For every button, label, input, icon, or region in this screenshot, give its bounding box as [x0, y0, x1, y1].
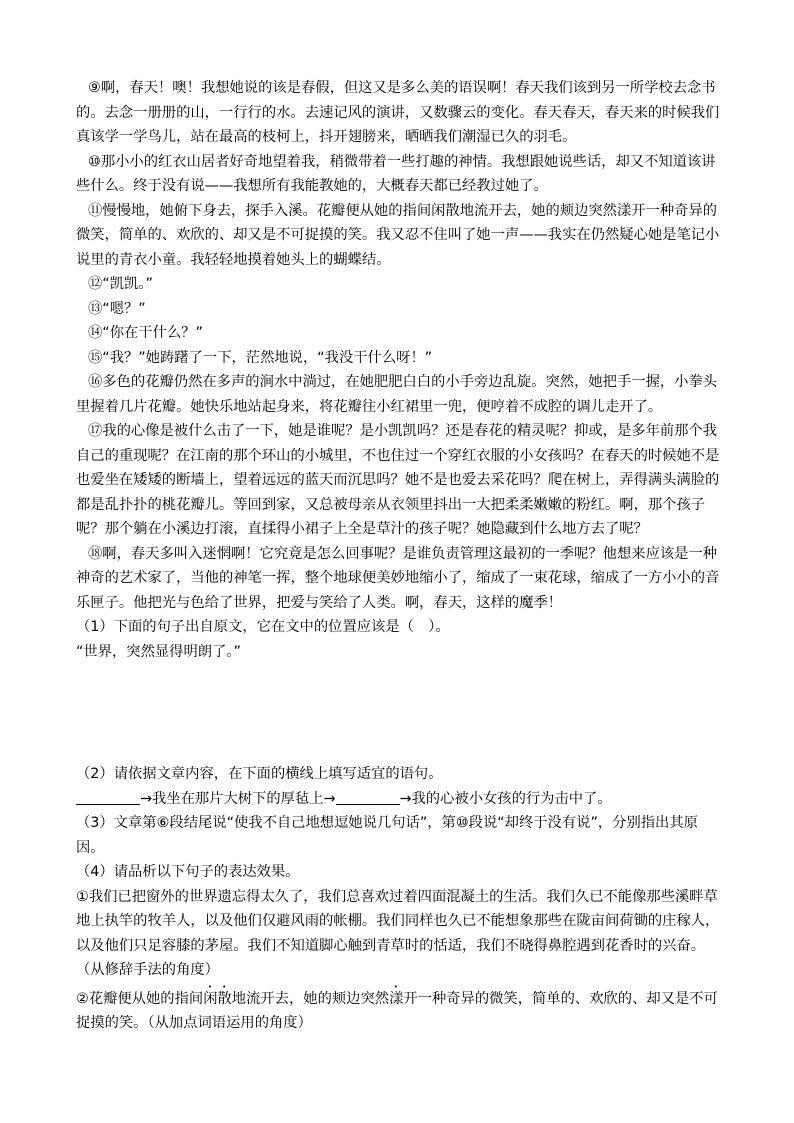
paragraph-17: ⑰我的心像是被什么击了一下，她是谁呢？是小凯凯吗？还是春花的精灵呢？抑或，是多年前那个我自己的重现呢？在江南的那个环山的小城里，不也住过一个穿红衣服的小女孩吗？在春天的时候她不是也爱坐在矮矮的断墙上，望着远远的蓝天而沉思吗？她不是也爱去采花吗？爬在树上，弄得满头满脸的都是乱扑扑的桃花瓣儿。等回到家，又总被母亲从衣领里抖出一大把柔柔嫩嫩的粉红。啊，那个孩子呢？那个躺在小溪边打滚，直揉得小裙子上全是草汁的孩子呢？她隐藏到什么地方去了呢？	[76, 423, 720, 537]
question-2-part-2: →我的心被小女孩的行为击中了。	[399, 790, 612, 807]
paragraph-15: ⑮“我？”她踌躇了一下，茫然地说，“我没干什么呀！”	[88, 349, 433, 366]
question-2-part-1: →我坐在那片大树下的厚毡上→	[140, 790, 336, 807]
q4-item2-emphasis-2: 漾	[389, 990, 404, 1007]
q4-item2-text-e: 开一种奇异的微笑，简单的、欢欣的、却又是不可捉摸的笑。（从加点词语运用的角度）	[76, 990, 718, 1031]
q4-item2-text-a: ②花瓣便从她的指间	[76, 990, 204, 1007]
q4-item2-emphasis-1: 闲散	[203, 990, 232, 1007]
answer-space	[76, 664, 722, 762]
question-1-prompt: （1）下面的句子出自原文，它在文中的位置应该是（ ）。	[76, 619, 450, 635]
paragraph-12: ⑫“凯凯。”	[88, 276, 153, 292]
question-3: （3）文章第⑥段结尾说“使我不自己地想逗她说几句话”，第⑩段说“却终于没有说”，分别指出其原因。	[76, 815, 698, 856]
question-2-chain	[76, 787, 722, 812]
paragraph-16: ⑯多色的花瓣仍然在多声的涧水中淌过，在她肥肥白白的小手旁边乱旋。突然，她把手一握，小拳头里握着几片花瓣。她快乐地站起身来，将花瓣往小红裙里一兜，便哼着不成腔的调儿走开了。	[76, 374, 718, 415]
paragraph-9: ⑨啊，春天！噢！我想她说的该是春假，但这又是多么美的语误啊！春天我们该到另一所学校去念书的。去念一册册的山，一行行的水。去速记风的演讲，又数骤云的变化。春天春天，春天来的时候我们真该学一学鸟儿，站在最高的枝柯上，抖开翅膀来，晒晒我们潮湿已久的羽毛。	[76, 80, 720, 145]
fill-blank-2[interactable]	[336, 790, 400, 805]
fill-blank-1[interactable]	[76, 790, 140, 805]
paragraph-14: ⑭“你在干什么？”	[88, 325, 203, 341]
q4-item2-text-c: 地流开去，她的颊边突然	[231, 990, 390, 1007]
question-4-item-2	[76, 983, 722, 1036]
document-page	[76, 76, 722, 1036]
paragraph-13: ⑬“嗯？”	[88, 300, 146, 317]
question-1-sentence: “世界，突然显得明朗了。”	[76, 643, 241, 660]
paragraph-18: ⑱啊，春天多叫入迷惘啊！它究竟是怎么回事呢？是谁负责管理这最初的一季呢？他想来应该是一种神奇的艺术家了，当他的神笔一挥，整个地球便美妙地缩小了，缩成了一束花球，缩成了一方小小的音乐匣子。他把光与色给了世界，把爱与笑给了人类。啊，春天，这样的魔季！	[76, 545, 720, 611]
question-2-prompt: （2）请依据文章内容，在下面的横线上填写适宜的语句。	[76, 766, 443, 782]
question-4-item-1: ①我们已把窗外的世界遗忘得太久了，我们总喜欢过着四面混凝土的生活。我们久已不能像那些溪畔草地上执竿的牧羊人，以及他们仅避风雨的帐棚。我们同样也久已不能想象那些在陇亩间荷锄的庄稼人，以及他们只足容膝的茅屋。我们不知道脚心触到青草时的恬适，我们不晓得鼻腔遇到花香时的兴奋。（从修辞手法的角度）	[76, 888, 720, 978]
question-4-prompt: （4）请品析以下句子的表达效果。	[76, 864, 300, 880]
paragraph-10: ⑩那小小的红衣山居者好奇地望着我，稍微带着一些打趣的神情。我想跟她说些话，却又不知道该讲些什么。终于没有说——我想所有我能教她的，大概春天都已经教过她了。	[76, 153, 716, 194]
paragraph-11: ⑪慢慢地，她俯下身去，探手入溪。花瓣便从她的指间闲散地流开去，她的颊边突然漾开一种奇异的微笑，简单的、欢欣的、却又是不可捉摸的笑。我又忍不住叫了她一声——我实在仍然疑心她是笔记小说里的青衣小童。我轻轻地摸着她头上的蝴蝶结。	[76, 202, 720, 268]
